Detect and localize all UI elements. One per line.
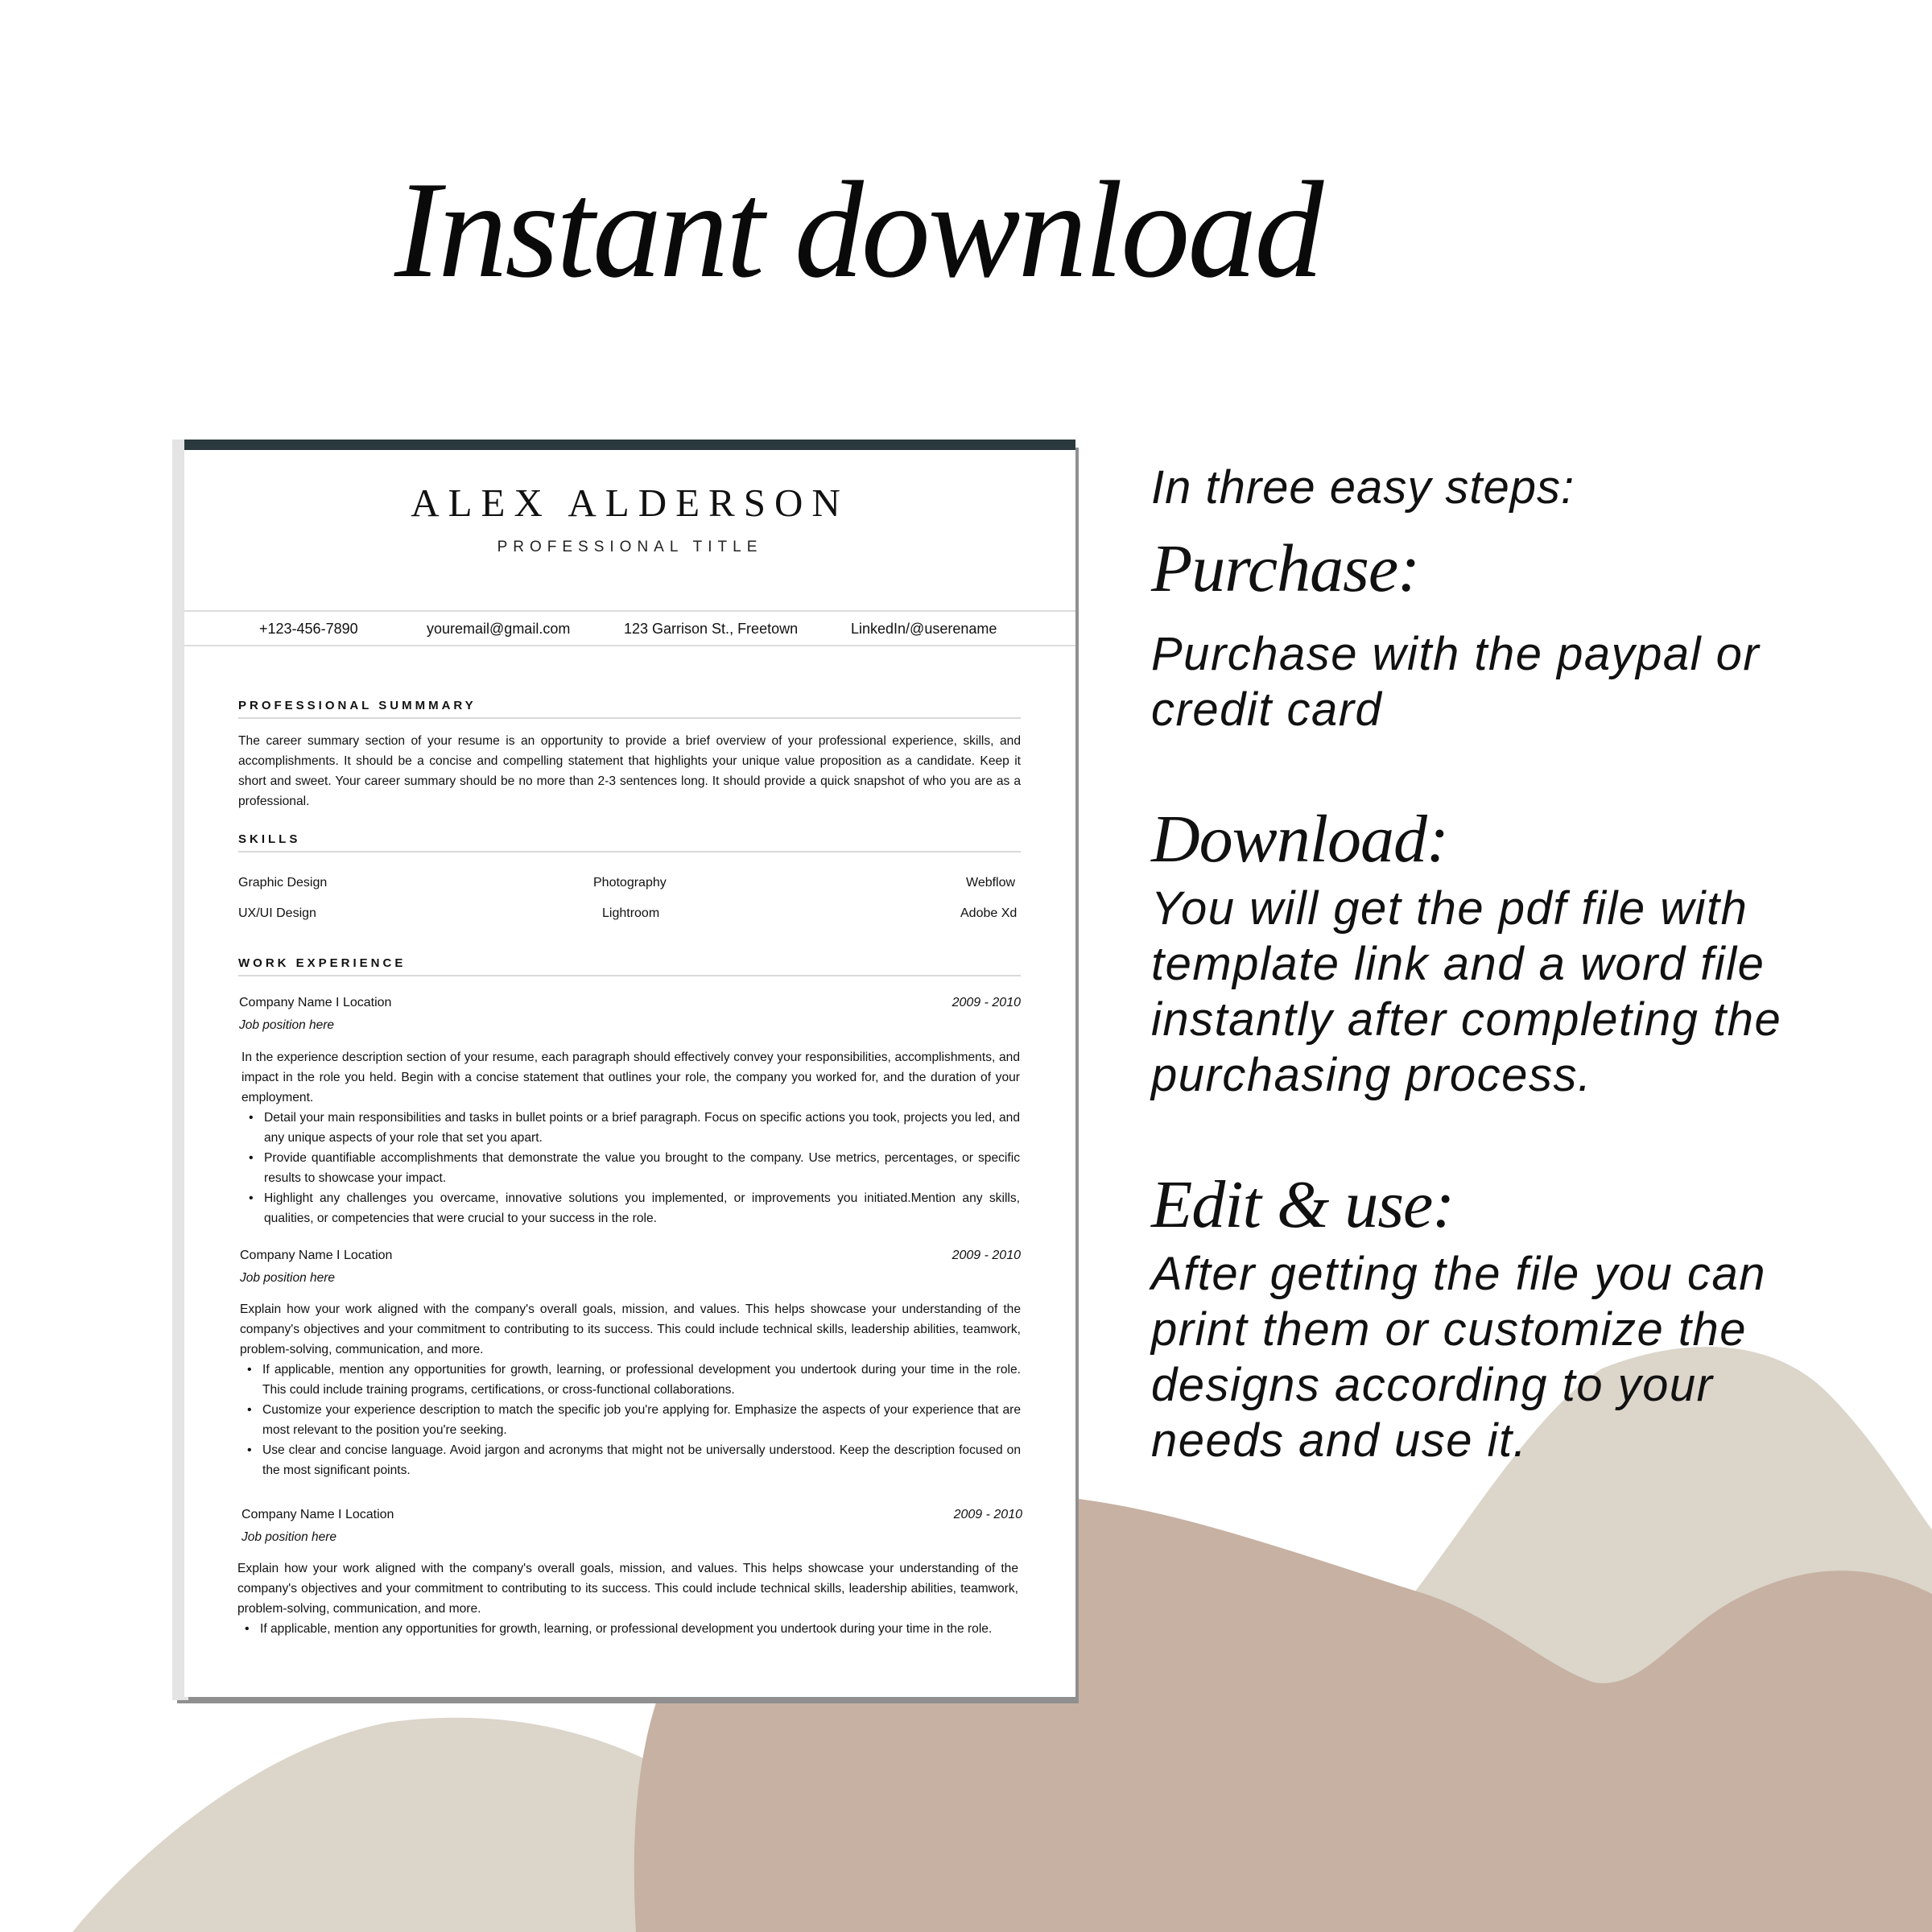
job-company: Company Name I Location [240, 1249, 393, 1262]
summary-heading: PROFESSIONAL SUMMMARY [238, 699, 477, 712]
page-headline: Instant download [394, 154, 1322, 307]
job-bullet: • Highlight any challenges you overcame, innovative solutions you implemented, or improvements you initiated.Mention any skills, qualities, or competencies that were crucial to your success in the role. [242, 1188, 1020, 1228]
summary-text: The career summary section of your resume is an opportunity to provide a brief overview of your professional experience, skills, and accomplishments. It should be a concise and compelling statement that highlights your unique value proposition as a candidate. Keep it short and sweet. Your career summary should be no more than 2-3 sentences long. It should provide a quick snapshot of who you are as a professional. [238, 734, 1021, 808]
job-description: In the experience description section of your resume, each paragraph should effectively convey your responsibilities, accomplishments, and impact in the role you held. Begin with a concise statement that outlines your role, the company you worked for, and the duration of your employment. [242, 1051, 1020, 1104]
steps-intro: In three easy steps: [1151, 461, 1575, 514]
skill-item: Graphic Design [238, 876, 328, 890]
step-title-edit: Edit & use: [1151, 1167, 1455, 1242]
contact-linkedin: LinkedIn/@userename [851, 621, 997, 637]
experience-rule [238, 975, 1021, 976]
skill-item: Adobe Xd [960, 906, 1018, 920]
summary-rule [238, 717, 1021, 719]
step-text-edit: After getting the file you can print them or customize the designs according to your needs and use it. [1151, 1248, 1766, 1467]
job-dates: 2009 - 2010 [952, 1249, 1021, 1262]
resume-title: PROFESSIONAL TITLE [497, 539, 763, 555]
job-bullet: • If applicable, mention any opportunities for growth, learning, or professional development you undertook during your time in the role. [237, 1619, 1018, 1639]
job-bullet: • Provide quantifiable accomplishments that demonstrate the value you brought to the company. Use metrics, percentages, or specific results to showcase your impact. [242, 1148, 1020, 1188]
job-company: Company Name I Location [239, 996, 392, 1009]
job-bullet: • If applicable, mention any opportunities for growth, learning, or professional development you undertook during your time in the role. This could include training programs, certifications, or cross-functional collaborations. [240, 1360, 1021, 1400]
experience-heading: WORK EXPERIENCE [238, 956, 407, 970]
job-dates: 2009 - 2010 [952, 996, 1021, 1009]
job-position: Job position here [239, 1018, 335, 1032]
job-bullets [240, 1360, 1021, 1480]
job-company: Company Name I Location [242, 1508, 394, 1521]
light-hill-shape [72, 1718, 668, 1932]
contact-divider-bottom [184, 645, 1075, 646]
skills-heading: SKILLS [238, 832, 301, 846]
contact-divider-top [184, 610, 1075, 612]
skill-item: Lightroom [602, 906, 660, 920]
resume-preview [184, 440, 1075, 1697]
job-position: Job position here [240, 1271, 336, 1285]
job-bullet: • Detail your main responsibilities and tasks in bullet points or a brief paragraph. Focus on specific actions you took, projects you led, and any unique aspects of your role that set you apart. [242, 1108, 1020, 1148]
job-dates: 2009 - 2010 [953, 1508, 1022, 1521]
step-text-purchase: Purchase with the paypal or credit card [1151, 628, 1761, 736]
resume-name: ALEX ALDERSON [411, 481, 849, 525]
job-position: Job position here [242, 1530, 337, 1544]
skill-item: Webflow [966, 876, 1016, 890]
contact-address: 123 Garrison St., Freetown [624, 621, 799, 637]
step-title-purchase: Purchase: [1151, 531, 1420, 606]
job-description: Explain how your work aligned with the company's overall goals, mission, and values. This helps showcase your understanding of the company's objectives and your commitment to contributing to its success. This could include technical skills, leadership abilities, teamwork, problem-solving, communication, and more. [240, 1302, 1021, 1356]
contact-email: youremail@gmail.com [427, 621, 571, 637]
job-bullets [237, 1619, 1018, 1639]
step-text-download: You will get the pdf file with template link and a word file instantly after completing the purchasing process. [1151, 882, 1782, 1101]
job-description: Explain how your work aligned with the company's overall goals, mission, and values. This helps showcase your understanding of the company's objectives and your commitment to contributing to its success. This could include technical skills, leadership abilities, teamwork, problem-solving, communication, and more. [237, 1562, 1018, 1616]
resume-top-bar [184, 440, 1075, 450]
job-bullet: • Customize your experience description to match the specific job you're applying for. Emphasize the aspects of your experience that are most relevant to the position you're seeking. [240, 1400, 1021, 1440]
skill-item: UX/UI Design [238, 906, 316, 920]
contact-phone: +123-456-7890 [259, 621, 358, 637]
step-title-download: Download: [1151, 802, 1448, 877]
job-bullet: • Use clear and concise language. Avoid jargon and acronyms that might not be universally understood. Keep the description focused on the most significant points. [240, 1440, 1021, 1480]
skill-item: Photography [593, 876, 667, 890]
skills-rule [238, 851, 1021, 852]
job-bullets [242, 1108, 1020, 1228]
